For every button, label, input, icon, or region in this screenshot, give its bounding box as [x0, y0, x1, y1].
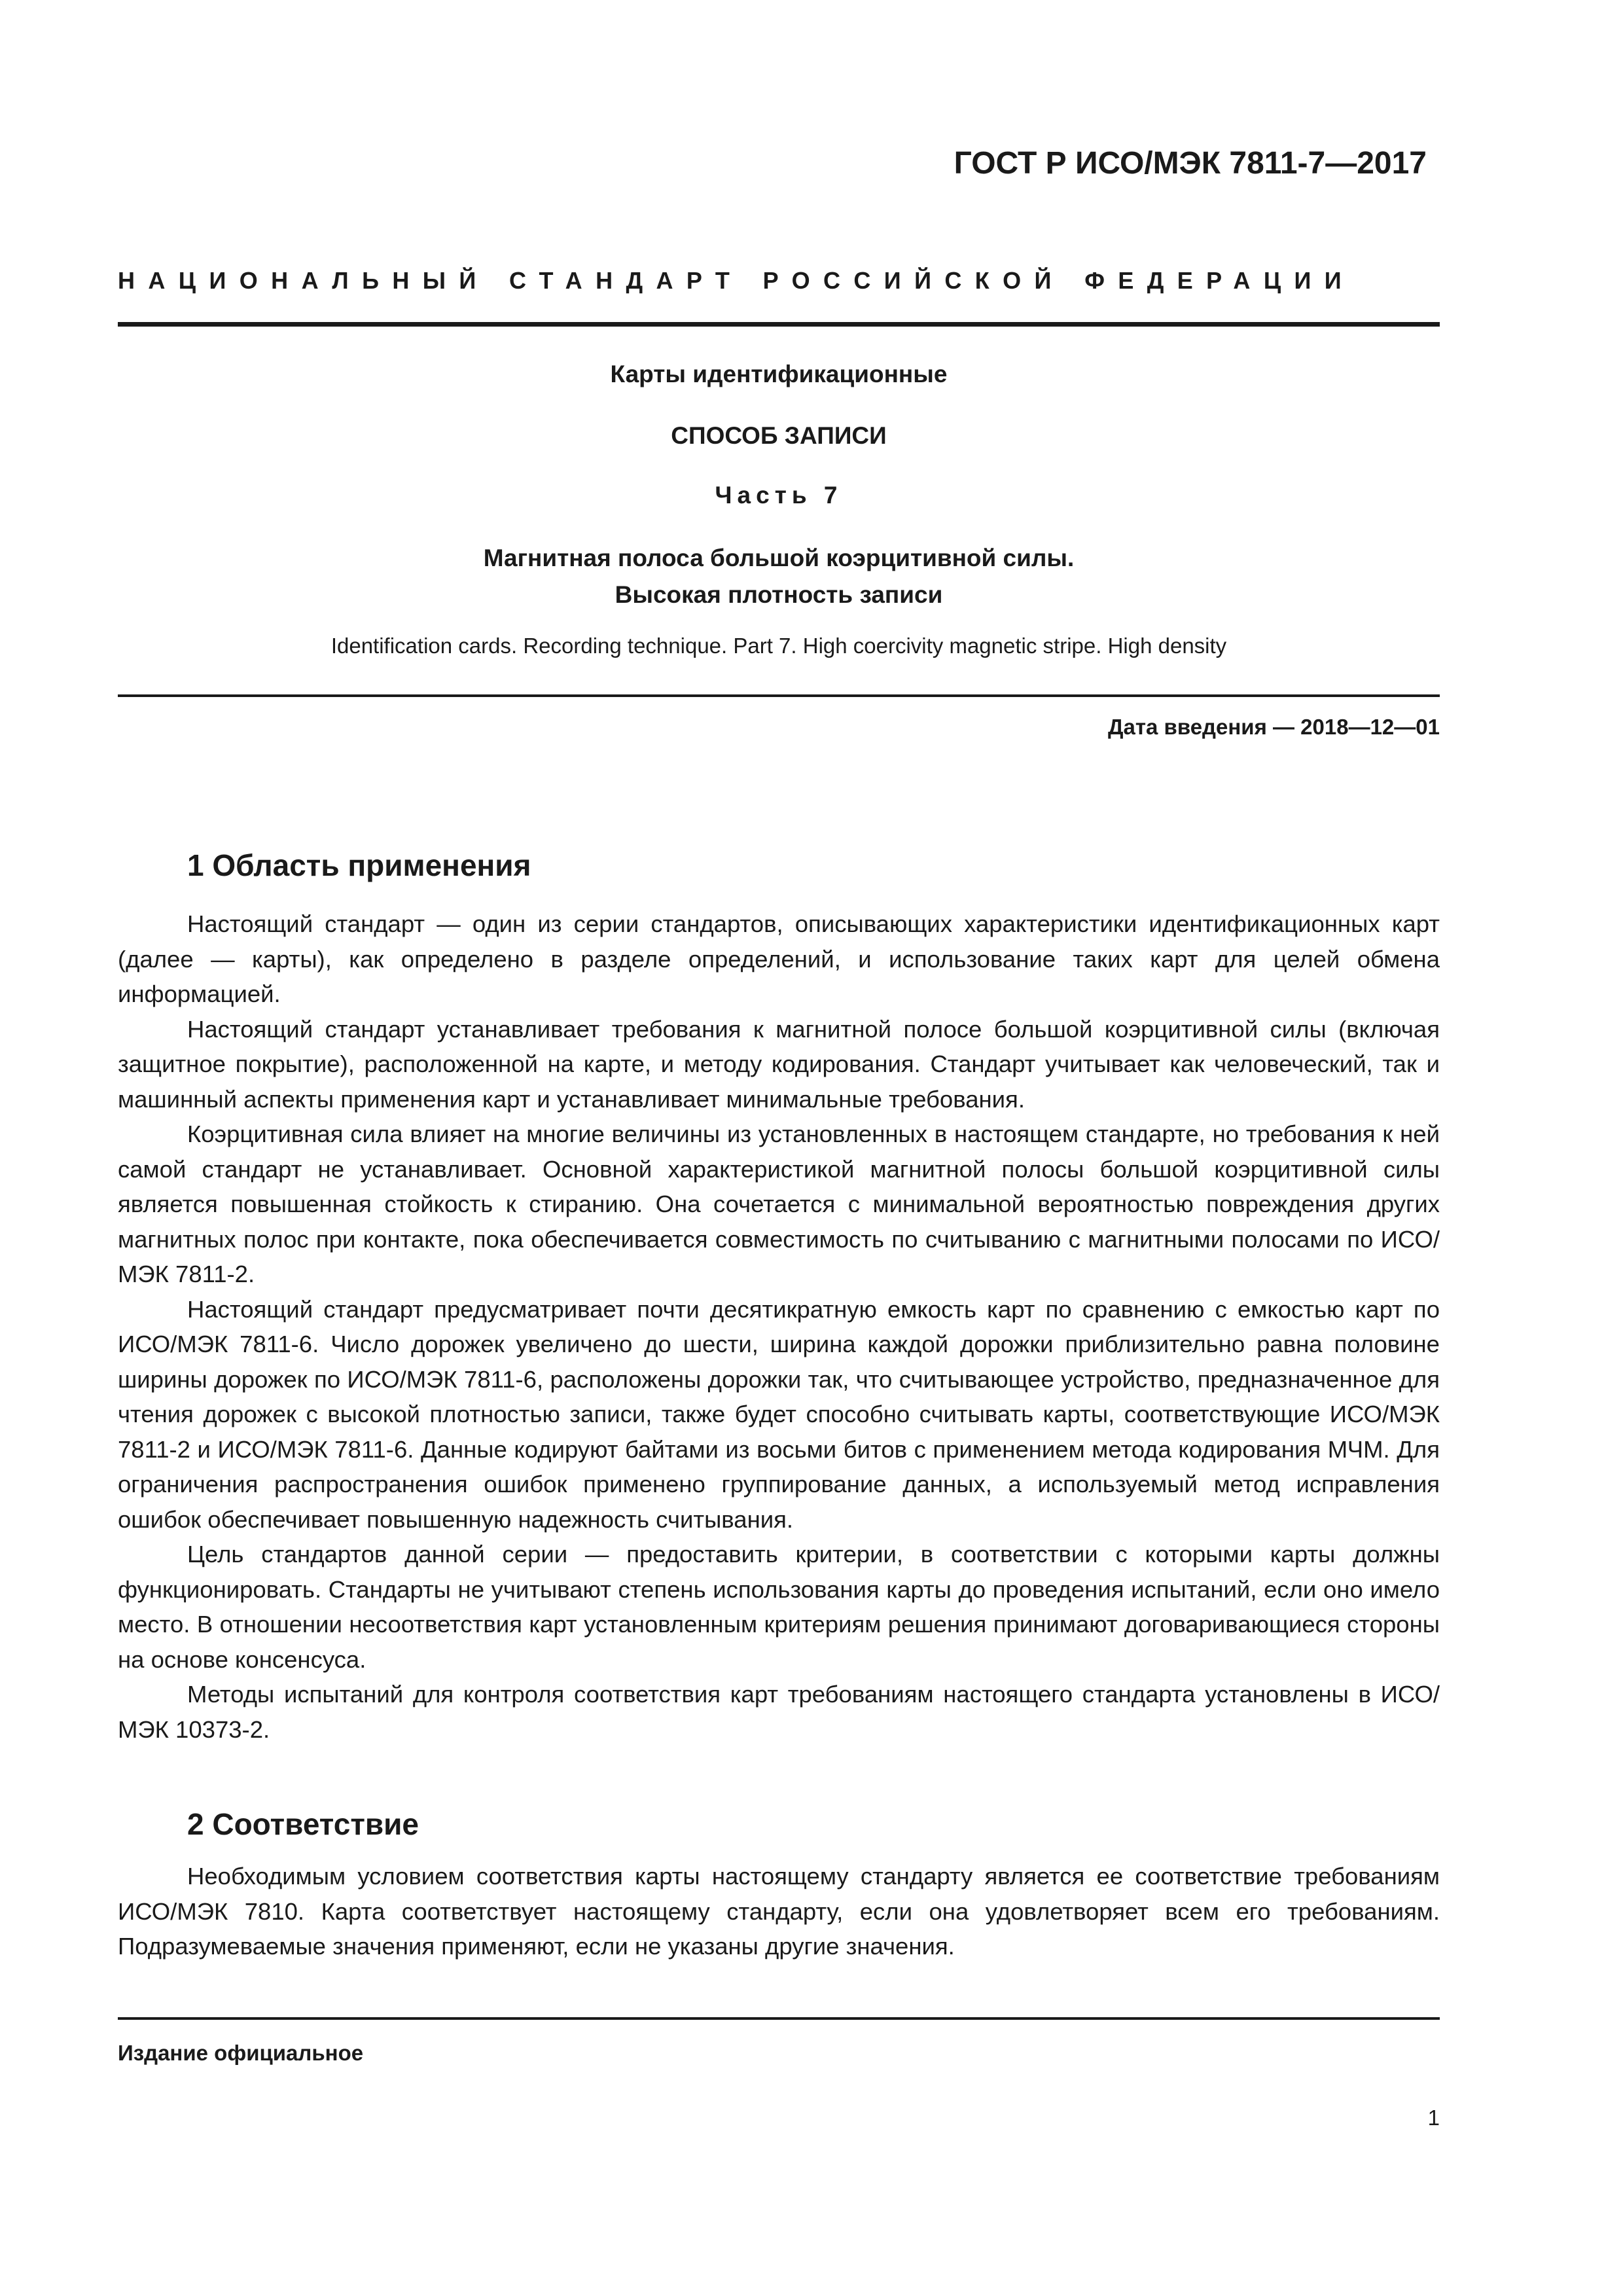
paragraph: Необходимым условием соответствия карты настоящему стандарту является ее соответствие требованиям ИСО/МЭК 7810. Карта соответствует настоящему стандарту, если она удовлетворяет всем его требованиям. Подразумеваемые значения применяют, если не указаны другие значения.	[118, 1863, 1440, 1960]
introduction-date: Дата введения — 2018—12—01	[1108, 715, 1440, 739]
section-2-body	[118, 1859, 1440, 1964]
section-1-heading: 1 Область применения	[187, 848, 531, 882]
paragraph: Настоящий стандарт устанавливает требования к магнитной полосе большой коэрцитивной силы (включая защитное покрытие), расположенной на карте, и методу кодирования. Стандарт учитывает как человеческий, так и машинный аспекты применения карт и устанавливает минимальные требования.	[118, 1015, 1440, 1113]
page-number: 1	[1427, 2106, 1440, 2130]
paragraph: Методы испытаний для контроля соответствия карт требованиям настоящего стандарта установлены в ИСО/МЭК 10373-2.	[118, 1681, 1440, 1743]
document-title: Карты идентификационные	[610, 361, 948, 387]
document-method: СПОСОБ ЗАПИСИ	[671, 422, 887, 449]
footer-divider	[118, 2017, 1440, 2020]
subtitle-line-2: Высокая плотность записи	[615, 581, 943, 608]
paragraph: Настоящий стандарт предусматривает почти десятикратную емкость карт по сравнению с емкостью карт по ИСО/МЭК 7811-6. Число дорожек увеличено до шести, ширина каждой дорожки приблизительно равна половине ширины дорожек по ИСО/МЭК 7811-6, расположены дорожки так, что считывающее устройство, предназначенное для чтения дорожек с высокой плотностью записи, также будет способно считывать карты, соответствующие ИСО/МЭК 7811-2 и ИСО/МЭК 7811-6. Данные кодируют байтами из восьми битов с применением метода кодирования МЧМ. Для ограничения распространения ошибок применено группирование данных, а используемый метод исправления ошибок обеспечивает повышенную надежность считывания.	[118, 1295, 1440, 1533]
english-title: Identification cards. Recording technique. Part 7. High coercivity magnetic stripe. High density	[330, 634, 1227, 658]
paragraph: Цель стандартов данной серии — предоставить критерии, в соответствии с которыми карты должны функционировать. Стандарты не учитывают степень использования карты до проведения испытаний, если оно имело место. В отношении несоответствия карт установленным критериям решения принимают договаривающиеся стороны на основе консенсуса.	[118, 1541, 1440, 1673]
section-1-body	[118, 906, 1440, 1747]
document-subtitle	[118, 540, 1440, 613]
section-2-heading: 2 Соответствие	[187, 1807, 419, 1841]
subtitle-line-1: Магнитная полоса большой коэрцитивной силы.	[483, 545, 1075, 571]
edition-label: Издание официальное	[118, 2041, 364, 2065]
paragraph: Настоящий стандарт — один из серии стандартов, описывающих характеристики идентификационных карт (далее — карты), как определено в разделе определений, и использование таких карт для целей обмена информацией.	[118, 910, 1440, 1007]
title-divider	[118, 694, 1440, 697]
national-standard-banner: НАЦИОНАЛЬНЫЙ СТАНДАРТ РОССИЙСКОЙ ФЕДЕРАЦИИ	[118, 267, 1355, 294]
paragraph: Коэрцитивная сила влияет на многие величины из установленных в настоящем стандарте, но требования к ней самой стандарт не устанавливает. Основной характеристикой магнитной полосы большой коэрцитивной силы является повышенная стойкость к стиранию. Она сочетается с минимальной вероятностью повреждения других магнитных полос при контакте, пока обеспечивается совместимость по считыванию с магнитными полосами по ИСО/МЭК 7811-2.	[118, 1121, 1440, 1287]
header-divider	[118, 322, 1440, 327]
standard-code: ГОСТ Р ИСО/МЭК 7811-7—2017	[954, 146, 1427, 181]
document-part: Часть 7	[715, 482, 843, 509]
